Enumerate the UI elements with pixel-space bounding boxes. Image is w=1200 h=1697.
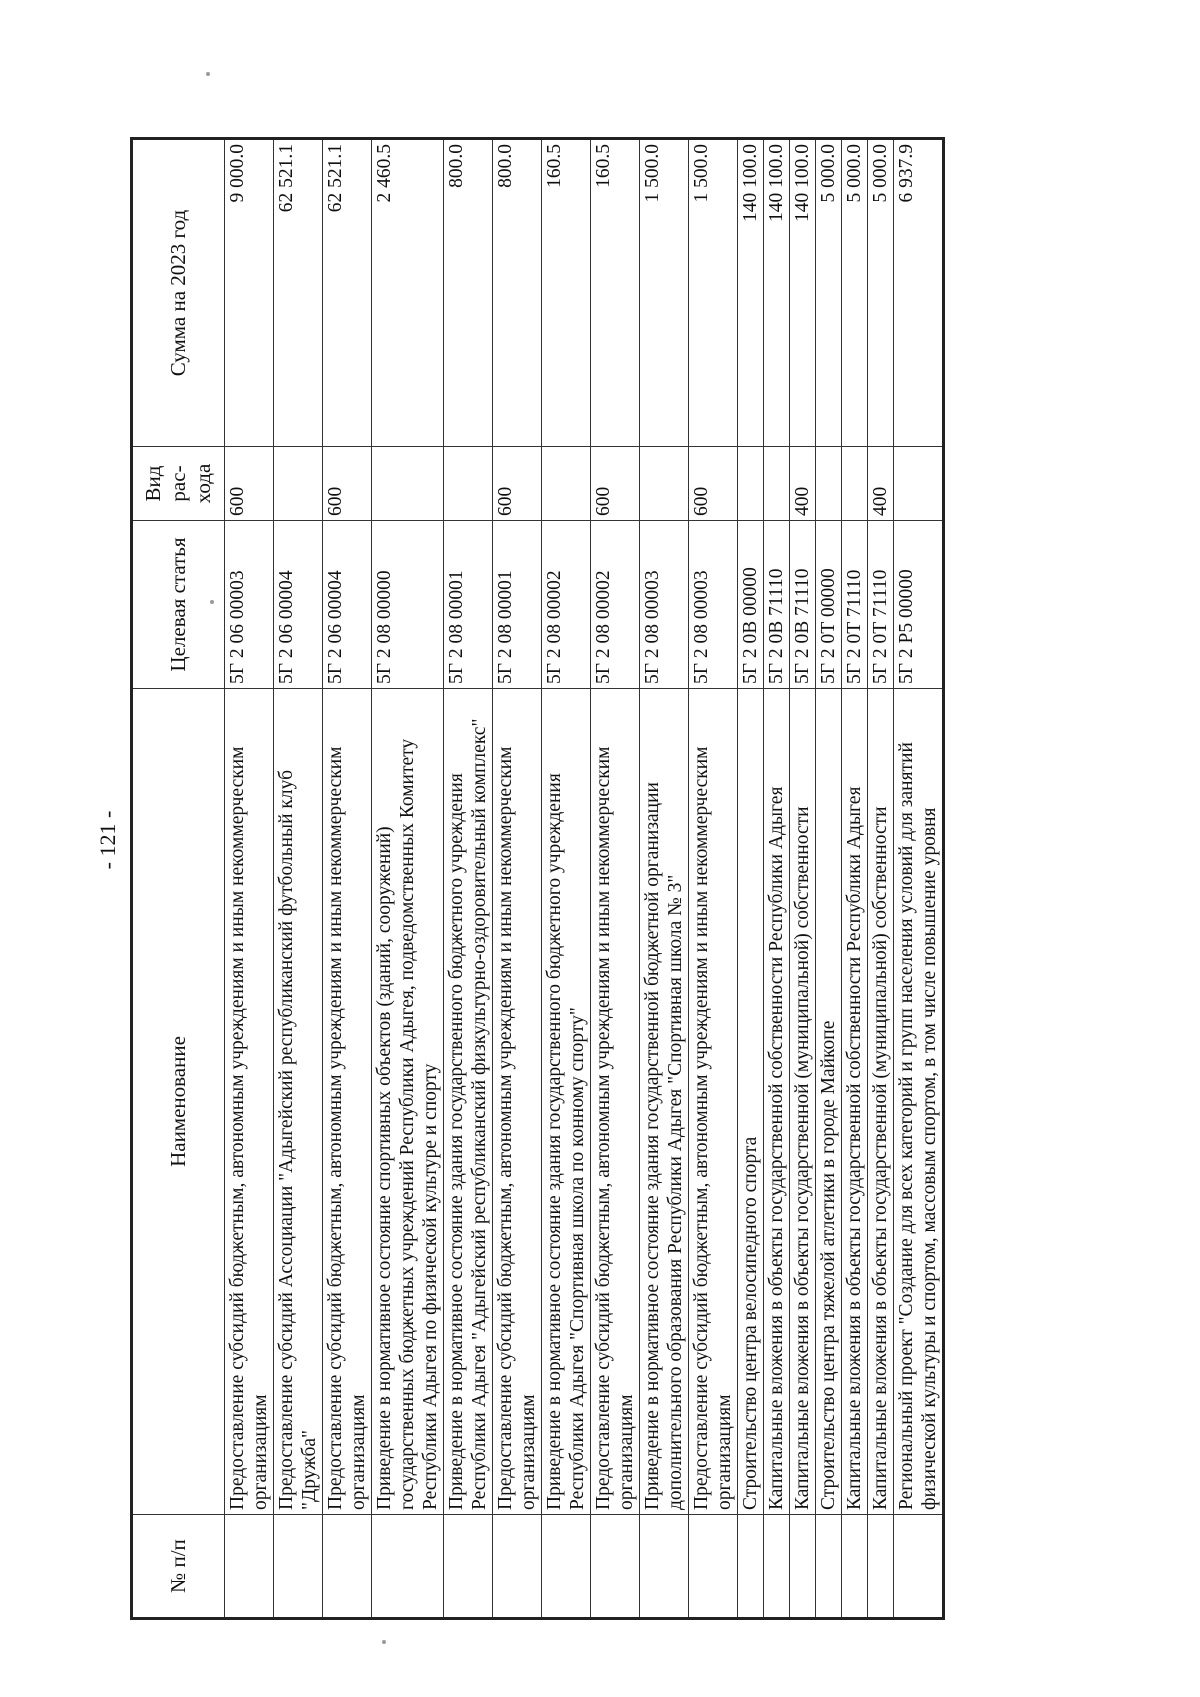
cell-num	[591, 1515, 640, 1619]
cell-kind	[764, 447, 790, 521]
cell-code: 5Г 2 0В 00000	[738, 521, 764, 689]
cell-amount: 140 100.0	[790, 139, 816, 447]
cell-code: 5Г 2 08 00002	[591, 521, 640, 689]
cell-amount: 2 460.5	[372, 139, 444, 447]
table-row	[372, 139, 444, 1619]
cell-amount: 5 000.0	[842, 139, 868, 447]
page-number: - 121 -	[95, 810, 120, 870]
rotated-page-content	[130, 140, 1050, 1620]
cell-amount: 800.0	[493, 139, 542, 447]
cell-kind	[842, 447, 868, 521]
cell-amount: 160.5	[591, 139, 640, 447]
cell-name: Предоставление субсидий бюджетным, автономным учреждениям и иным некоммерческим организациям	[323, 689, 372, 1515]
table-row	[689, 139, 738, 1619]
scan-speck	[206, 72, 210, 76]
cell-name: Предоставление субсидий бюджетным, автономным учреждениям и иным некоммерческим организациям	[493, 689, 542, 1515]
cell-code: 5Г 2 Р5 00000	[894, 521, 944, 689]
cell-num	[842, 1515, 868, 1619]
cell-kind	[274, 447, 323, 521]
cell-name: Предоставление субсидий бюджетным, автономным учреждениям и иным некоммерческим организациям	[225, 689, 274, 1515]
cell-code: 5Г 2 0В 71110	[764, 521, 790, 689]
cell-name: Приведение в нормативное состояние здания государственного бюджетного учреждения Республики Адыгея "Адыгейский республиканский физкультурно-оздоровительный комплекс"	[444, 689, 493, 1515]
cell-num	[323, 1515, 372, 1619]
cell-amount: 6 937.9	[894, 139, 944, 447]
cell-num	[274, 1515, 323, 1619]
cell-num	[444, 1515, 493, 1619]
cell-kind	[738, 447, 764, 521]
header-name: Наименование	[132, 689, 225, 1515]
header-num: № п/п	[132, 1515, 225, 1619]
table-row	[738, 139, 764, 1619]
cell-amount: 5 000.0	[868, 139, 894, 447]
table-row	[444, 139, 493, 1619]
cell-name: Приведение в нормативное состояние спортивных объектов (зданий, сооружений) государственных бюджетных учреждений Республики Адыгея, подведомственных Комитету Республики Адыгея по физической культуре и спорту	[372, 689, 444, 1515]
table-header-row	[132, 139, 225, 1619]
cell-name: Строительство центра велосипедного спорта	[738, 689, 764, 1515]
cell-code: 5Г 2 0Т 71110	[842, 521, 868, 689]
table-row	[640, 139, 689, 1619]
cell-num	[816, 1515, 842, 1619]
cell-kind: 400	[790, 447, 816, 521]
cell-name: Предоставление субсидий бюджетным, автономным учреждениям и иным некоммерческим организациям	[689, 689, 738, 1515]
cell-code: 5Г 2 08 00002	[542, 521, 591, 689]
budget-table	[130, 137, 945, 1620]
scan-speck	[210, 600, 214, 604]
cell-name: Предоставление субсидий Ассоциации "Адыгейский республиканский футбольный клуб "Дружба"	[274, 689, 323, 1515]
cell-amount: 5 000.0	[816, 139, 842, 447]
cell-amount: 140 100.0	[764, 139, 790, 447]
cell-kind	[372, 447, 444, 521]
cell-num	[689, 1515, 738, 1619]
table-row	[225, 139, 274, 1619]
header-kind: Вид рас-хода	[132, 447, 225, 521]
cell-num	[790, 1515, 816, 1619]
cell-kind	[542, 447, 591, 521]
cell-name: Строительство центра тяжелой атлетики в городе Майкопе	[816, 689, 842, 1515]
scan-speck	[382, 1640, 386, 1644]
header-code: Целевая статья	[132, 521, 225, 689]
table-row	[868, 139, 894, 1619]
cell-kind: 600	[493, 447, 542, 521]
cell-code: 5Г 2 06 00004	[274, 521, 323, 689]
cell-code: 5Г 2 0Т 00000	[816, 521, 842, 689]
table-row	[816, 139, 842, 1619]
cell-name: Региональный проект "Создание для всех категорий и групп населения условий для занятий физической культуры и спортом, массовым спортом, в том числе повышение уровня	[894, 689, 944, 1515]
cell-kind: 600	[591, 447, 640, 521]
table-row	[591, 139, 640, 1619]
cell-num	[493, 1515, 542, 1619]
cell-kind	[894, 447, 944, 521]
table-row	[842, 139, 868, 1619]
cell-name: Предоставление субсидий бюджетным, автономным учреждениям и иным некоммерческим организациям	[591, 689, 640, 1515]
cell-num	[542, 1515, 591, 1619]
cell-name: Приведение в нормативное состояние здания государственной бюджетной организации дополнительного образования Республики Адыгея "Спортивная школа № 3"	[640, 689, 689, 1515]
cell-kind: 400	[868, 447, 894, 521]
cell-num	[764, 1515, 790, 1619]
cell-code: 5Г 2 0В 71110	[790, 521, 816, 689]
cell-code: 5Г 2 08 00003	[689, 521, 738, 689]
table-row	[493, 139, 542, 1619]
cell-name: Капитальные вложения в объекты государственной (муниципальной) собственности	[790, 689, 816, 1515]
cell-code: 5Г 2 08 00000	[372, 521, 444, 689]
cell-code: 5Г 2 08 00003	[640, 521, 689, 689]
cell-num	[738, 1515, 764, 1619]
cell-kind	[816, 447, 842, 521]
cell-code: 5Г 2 06 00004	[323, 521, 372, 689]
cell-code: 5Г 2 08 00001	[493, 521, 542, 689]
table-row	[764, 139, 790, 1619]
cell-amount: 62 521.1	[323, 139, 372, 447]
table-body	[225, 139, 944, 1619]
cell-num	[894, 1515, 944, 1619]
cell-kind: 600	[323, 447, 372, 521]
cell-num	[372, 1515, 444, 1619]
cell-amount: 62 521.1	[274, 139, 323, 447]
cell-num	[868, 1515, 894, 1619]
cell-amount: 1 500.0	[689, 139, 738, 447]
cell-code: 5Г 2 06 00003	[225, 521, 274, 689]
cell-num	[640, 1515, 689, 1619]
cell-name: Капитальные вложения в объекты государственной собственности Республики Адыгея	[842, 689, 868, 1515]
cell-name: Капитальные вложения в объекты государственной собственности Республики Адыгея	[764, 689, 790, 1515]
cell-kind	[444, 447, 493, 521]
cell-kind	[640, 447, 689, 521]
table-row	[790, 139, 816, 1619]
cell-amount: 140 100.0	[738, 139, 764, 447]
cell-num	[225, 1515, 274, 1619]
table-row	[323, 139, 372, 1619]
cell-name: Капитальные вложения в объекты государственной (муниципальной) собственности	[868, 689, 894, 1515]
cell-amount: 800.0	[444, 139, 493, 447]
cell-amount: 160.5	[542, 139, 591, 447]
cell-kind: 600	[225, 447, 274, 521]
table-row	[274, 139, 323, 1619]
cell-amount: 1 500.0	[640, 139, 689, 447]
cell-amount: 9 000.0	[225, 139, 274, 447]
table-row	[894, 139, 944, 1619]
header-amount: Сумма на 2023 год	[132, 139, 225, 447]
cell-kind: 600	[689, 447, 738, 521]
cell-name: Приведение в нормативное состояние здания государственного бюджетного учреждения Республики Адыгея "Спортивная школа по конному спорту"	[542, 689, 591, 1515]
cell-code: 5Г 2 0Т 71110	[868, 521, 894, 689]
cell-code: 5Г 2 08 00001	[444, 521, 493, 689]
table-row	[542, 139, 591, 1619]
